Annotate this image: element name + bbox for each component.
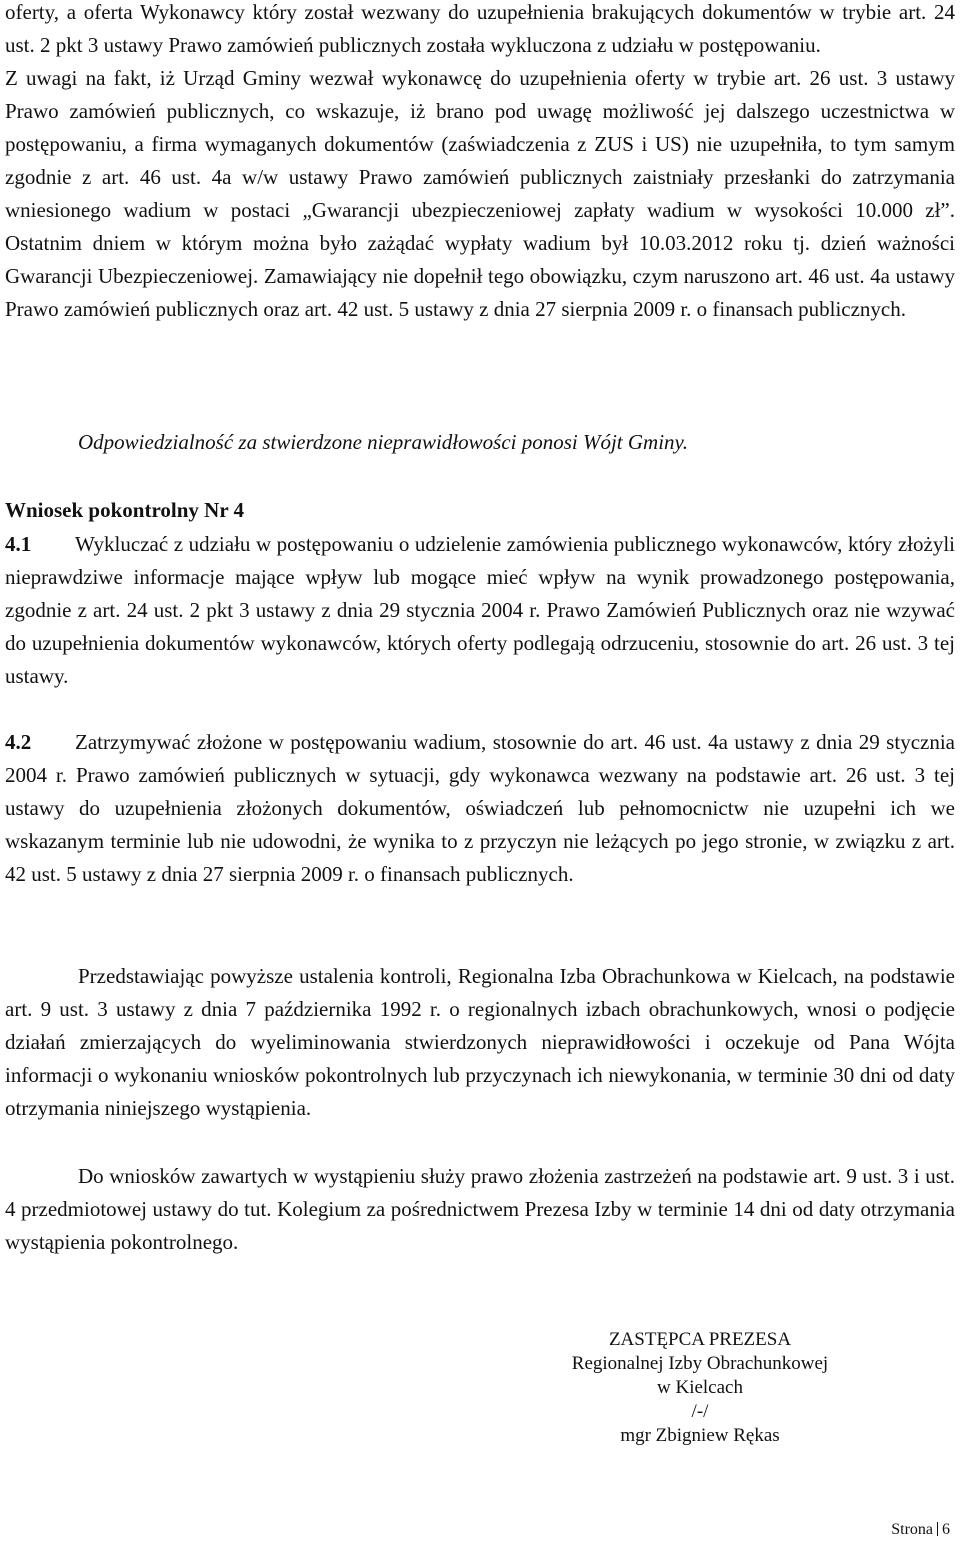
objection-paragraph: Do wniosków zawartych w wystąpieniu służy prawo złożenia zastrzeżeń na podstawie art. 9 ust. 3 i ust. 4 przedmiotowej ustawy do tut. Kolegium za pośrednictwem Prezesa Izby w terminie 14 dni od daty otrzymania wystąpienia pokontrolnego. [5,1164,955,1254]
section-heading: Wniosek pokontrolny Nr 4 [5,498,245,522]
recommendation-text: Zatrzymywać złożone w postępowaniu wadium, stosownie do art. 46 ust. 4a ustawy z dnia 29 stycznia 2004 r. Prawo zamówień publicznych w sytuacji, gdy wykonawca wezwany na podstawie art. 26 ust. 3 tej ustawy do uzupełnienia złożonych dokumentów, oświadczeń lub pełnomocnictw nie uzupełni ich we wskazanym terminie lub nie udowodni, że wynika to z przyczyn nie leżących po jego stronie, w związku z art. 42 ust. 5 ustawy z dnia 27 sierpnia 2009 r. o finansach publicznych. [5,730,955,886]
page-number: 6 [942,1521,950,1538]
signature-city: w Kielcach [657,1377,743,1398]
signature-name: mgr Zbigniew Rękas [620,1425,780,1446]
recommendation-text: Wykluczać z udziału w postępowaniu o udzielenie zamówienia publicznego wykonawców, który złożyli nieprawdziwe informacje mające wpływ lub mogące mieć wpływ na wynik prowadzonego postępowania, zgodnie z art. 24 ust. 2 pkt 3 ustawy z dnia 29 stycznia 2004 r. Prawo Zamówień Publicznych oraz nie wzywać do uzupełnienia dokumentów wykonawców, których oferty podlegają odrzuceniu, stosownie do art. 26 ust. 3 tej ustawy. [5,532,955,688]
signature-title: ZASTĘPCA PREZESA [608,1329,792,1350]
recommendation-4-2 [5,726,955,891]
paragraph-zatrzymanie-wadium: Z uwagi na fakt, iż Urząd Gminy wezwał wykonawcę do uzupełnienia oferty w trybie art. 26 ust. 3 ustawy Prawo zamówień publicznych, co wskazuje, iż brano pod uwagę możliwość jej dalszego uczestnictwa w postępowaniu, a firma wymaganych dokumentów (zaświadczenia z ZUS i US) nie uzupełniła, to tym samym zgodnie z art. 46 ust. 4a w/w ustawy Prawo zamówień publicznych zaistniały przesłanki do zatrzymania wniesionego wadium w postaci „Gwarancji ubezpieczeniowej zapłaty wadium w wysokości 10.000 zł”. Ostatnim dniem w którym można było zażądać wypłaty wadium był 10.03.2012 roku tj. dzień ważności Gwarancji Ubezpieczeniowej. Zamawiający nie dopełnił tego obowiązku, czym naruszono art. 46 ust. 4a ustawy Prawo zamówień publicznych oraz art. 42 ust. 5 ustawy z dnia 27 sierpnia 2009 r. o finansach publicznych. [5,66,955,321]
recommendation-4-1 [5,528,955,693]
signature-mark: /-/ [691,1401,709,1422]
signature-block [550,1328,850,1448]
recommendation-number: 4.1 [5,532,32,556]
page-footer [891,1520,950,1540]
recommendation-number: 4.2 [5,730,32,754]
page-label: Strona [891,1521,933,1538]
responsibility-statement: Odpowiedzialność za stwierdzone nieprawidłowości ponosi Wójt Gminy. [78,430,688,454]
footer-separator [937,1522,938,1536]
top-paragraph: oferty, a oferta Wykonawcy który został wezwany do uzupełnienia brakujących dokumentów w trybie art. 24 ust. 2 pkt 3 ustawy Prawo zamówień publicznych została wykluczona z udziału w postępowaniu. [5,0,955,57]
closing-paragraph: Przedstawiając powyższe ustalenia kontroli, Regionalna Izba Obrachunkowa w Kielcach, na podstawie art. 9 ust. 3 ustawy z dnia 7 października 1992 r. o regionalnych izbach obrachunkowych, wnosi o podjęcie działań zmierzających do wyeliminowania stwierdzonych nieprawidłowości i oczekuje od Pana Wójta informacji o wykonaniu wniosków pokontrolnych lub przyczynach ich niewykonania, w terminie 30 dni od daty otrzymania niniejszego wystąpienia. [5,964,955,1120]
signature-institution: Regionalnej Izby Obrachunkowej [571,1353,829,1374]
